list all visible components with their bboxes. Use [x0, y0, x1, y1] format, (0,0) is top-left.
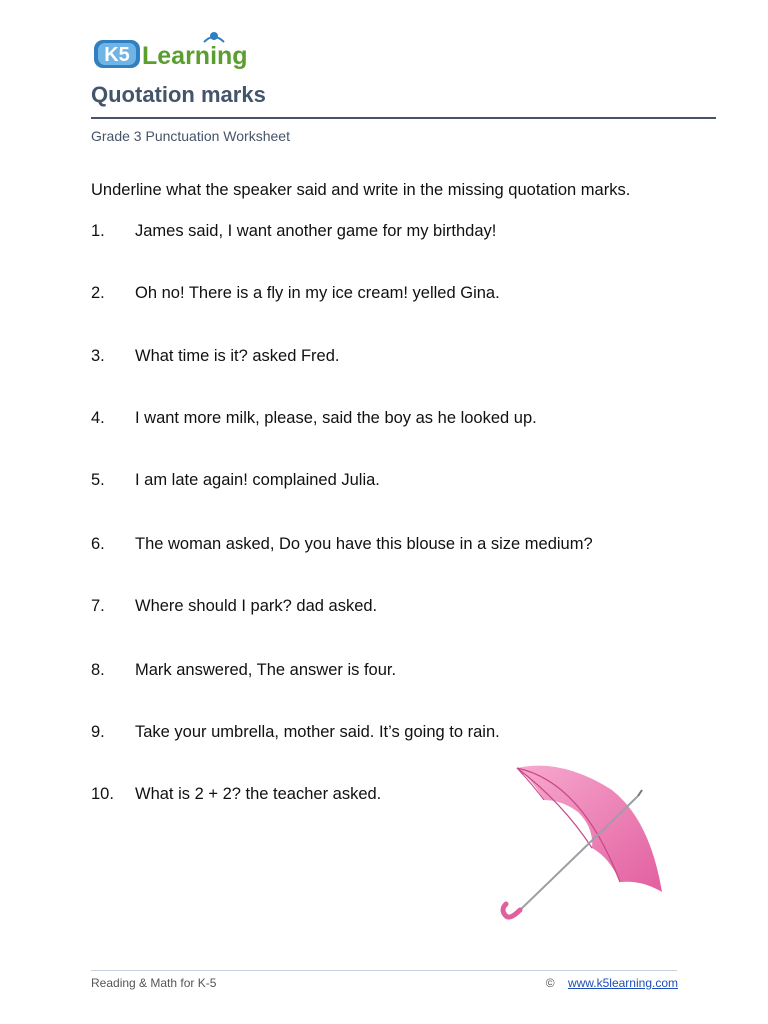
copyright-symbol: © — [545, 976, 555, 990]
k5-learning-logo — [92, 30, 262, 72]
question-text: Where should I park? dad asked. — [135, 597, 378, 615]
question-number: 4. — [91, 409, 105, 427]
question-number: 9. — [91, 723, 105, 741]
umbrella-icon — [492, 762, 672, 932]
page-title: Quotation marks — [91, 82, 266, 107]
website-link[interactable]: www.k5learning.com — [567, 976, 678, 990]
question-number: 10. — [91, 785, 114, 803]
question-text: I want more milk, please, said the boy as he looked up. — [135, 409, 537, 427]
question-number: 2. — [91, 284, 105, 302]
worksheet-subtitle: Grade 3 Punctuation Worksheet — [91, 128, 290, 144]
question-text: Mark answered, The answer is four. — [135, 661, 397, 679]
question-number: 7. — [91, 597, 105, 615]
question-number: 6. — [91, 535, 105, 553]
svg-text:Learning: Learning — [142, 42, 248, 70]
question-number: 5. — [91, 471, 105, 489]
svg-text:K5: K5 — [104, 44, 130, 66]
question-text: Oh no! There is a fly in my ice cream! yelled Gina. — [135, 284, 500, 302]
footer-tagline: Reading & Math for K-5 — [91, 976, 217, 990]
question-text: I am late again! complained Julia. — [135, 471, 380, 489]
footer-copyright — [546, 976, 678, 990]
question-number: 8. — [91, 661, 105, 679]
question-text: The woman asked, Do you have this blouse in a size medium? — [135, 535, 593, 553]
question-text: James said, I want another game for my birthday! — [135, 222, 497, 240]
question-text: Take your umbrella, mother said. It’s going to rain. — [135, 723, 500, 741]
title-divider — [91, 117, 716, 119]
question-text: What time is it? asked Fred. — [135, 347, 340, 365]
instructions: Underline what the speaker said and write in the missing quotation marks. — [91, 181, 631, 199]
footer-divider — [91, 970, 677, 971]
question-number: 1. — [91, 222, 105, 240]
question-number: 3. — [91, 347, 105, 365]
question-text: What is 2 + 2? the teacher asked. — [135, 785, 382, 803]
